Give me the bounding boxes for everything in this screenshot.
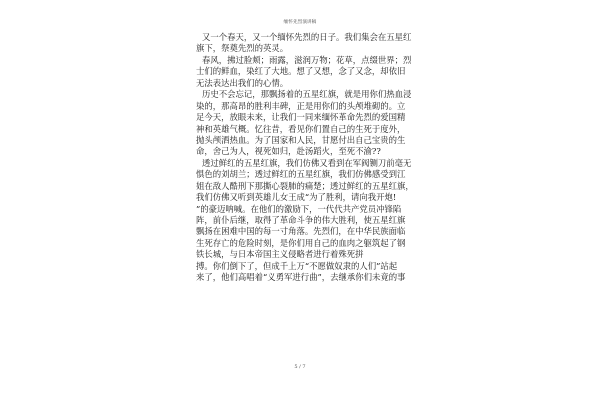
- text-line: 无法表达出我们的心情。: [196, 77, 289, 88]
- text-line: 旗下，祭奠先烈的英灵。: [196, 43, 289, 54]
- text-line: 染的，那高昂的胜利丰碑，正是用你们的头颅堆砌的。立: [196, 100, 406, 111]
- text-line: 士们的鲜血，染红了大地。想了又想，念了又念，却依旧: [196, 66, 406, 77]
- text-line: 铁长城，与日本帝国主义侵略者进行着殊死拼: [196, 249, 364, 260]
- text-line: 姐在敌人酷刑下那撕心裂肺的痛楚；透过鲜红的五星红旗，: [196, 180, 414, 191]
- text-line: 又一个春天，又一个缅怀先烈的日子。我们集会在五星红: [202, 32, 412, 42]
- page-number: 5 / 7: [294, 364, 306, 370]
- document-body: [196, 32, 414, 284]
- text-line: 足今天，放眼未来，让我们一同来缅怀革命先烈的爱国精: [196, 112, 406, 123]
- text-line: 神和英雄气概。忆往昔，看见你们置自己的生死于度外，: [196, 123, 406, 134]
- text-line: ”的豪迈呐喊。在他们的激励下，一代代共产党员冲锋陷: [196, 203, 402, 214]
- text-line: 搏。你们倒下了，但成千上万“不愿做奴隶的人们”站起: [196, 260, 398, 271]
- text-line: 透过鲜红的五星红旗，我们仿佛又看到在军阀铡刀前毫无: [202, 157, 412, 168]
- text-line: 春风，拂过脸颊；雨露，滋润万物；花草，点缀世界；烈: [202, 54, 412, 65]
- page-header-title: 缅怀先烈演讲稿: [283, 20, 317, 25]
- text-line: 阵，前仆后继，取得了革命斗争的伟大胜利，使五星红旗: [196, 215, 406, 225]
- text-line: 来了，他们高唱着“义勇军进行曲”，去继承你们未竟的事: [196, 272, 406, 283]
- text-line: 历史不会忘记，那飘扬着的五星红旗，就是用你们热血浸: [202, 89, 412, 100]
- text-line: 惧色的刘胡兰；透过鲜红的五星红旗，我们仿佛感受到江: [196, 169, 406, 180]
- text-line: 命，舍己为人，视死如归，赴汤蹈火，至死不渝??: [196, 146, 381, 157]
- text-line: 生死存亡的危险时刻，是你们用自己的血肉之躯筑起了钢: [196, 237, 406, 248]
- text-line: 我们仿佛又听到英雄儿女王成“为了胜利，请向我开炮!: [196, 192, 397, 203]
- text-line: 飘扬在困难中国的每一寸角落。先烈们，在中华民族面临: [196, 226, 406, 237]
- text-line: 抛头颅洒热血。为了国家和人民，甘愿付出自己宝贵的生: [196, 134, 406, 145]
